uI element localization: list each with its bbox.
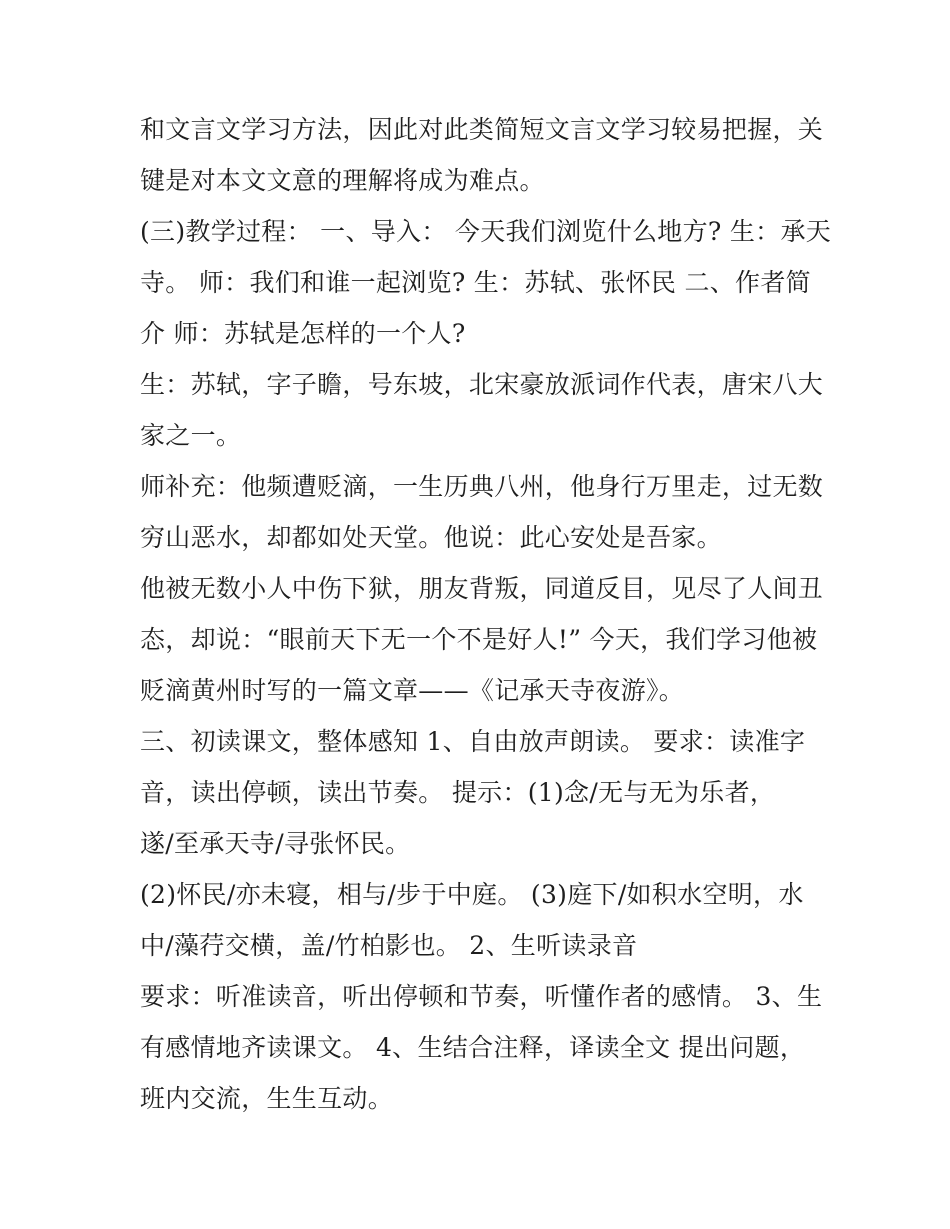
text-line: (三)教学过程： 一、导入： 今天我们浏览什么地方? 生：承天 [140,217,832,246]
text-line: 有感情地齐读课文。 4、生结合注释，译读全文 提出问题， [140,1033,806,1062]
text-line: 穷山恶水，却都如处天堂。他说：此心安处是吾家。 [140,523,722,552]
text-line: 三、初读课文，整体感知 1、自由放声朗读。 要求：读准字 [140,727,806,756]
text-line: 家之一。 [140,421,242,450]
text-body [140,104,830,1124]
text-line: 师补充：他频遭贬滴，一生历典八州，他身行万里走，过无数 [140,472,824,501]
text-line: 音，读出停顿，读出节奏。 提示：(1)念/无与无为乐者， [140,778,776,807]
text-line: 班内交流，生生互动。 [140,1084,394,1113]
text-line: 贬滴黄州时写的一篇文章——《记承天寺夜游》。 [140,676,685,705]
text-line: 他被无数小人中伤下狱，朋友背叛，同道反目，见尽了人间丑 [140,574,824,603]
text-line: 键是对本文文意的理解将成为难点。 [140,166,545,195]
text-line: 中/藻荇交横，盖/竹柏影也。 2、生听读录音 [140,931,638,960]
text-line: 态，却说：“眼前天下无一个不是好人!” 今天，我们学习他被 [140,625,818,654]
text-line: 遂/至承天寺/寻张怀民。 [140,829,411,858]
text-line: (2)怀民/亦未寝，相与/步于中庭。 (3)庭下/如积水空明，水 [140,880,804,909]
text-line: 寺。 师：我们和谁一起浏览? 生：苏轼、张怀民 二、作者简 [140,268,811,297]
text-line: 介 师：苏轼是怎样的一个人? [140,319,466,348]
text-line: 要求：听准读音，听出停顿和节奏，听懂作者的感情。 3、生 [140,982,823,1011]
text-line: 生：苏轼，字子瞻，号东坡，北宋豪放派词作代表，唐宋八大 [140,370,824,399]
text-line: 和文言文学习方法，因此对此类简短文言文学习较易把握，关 [140,115,824,144]
